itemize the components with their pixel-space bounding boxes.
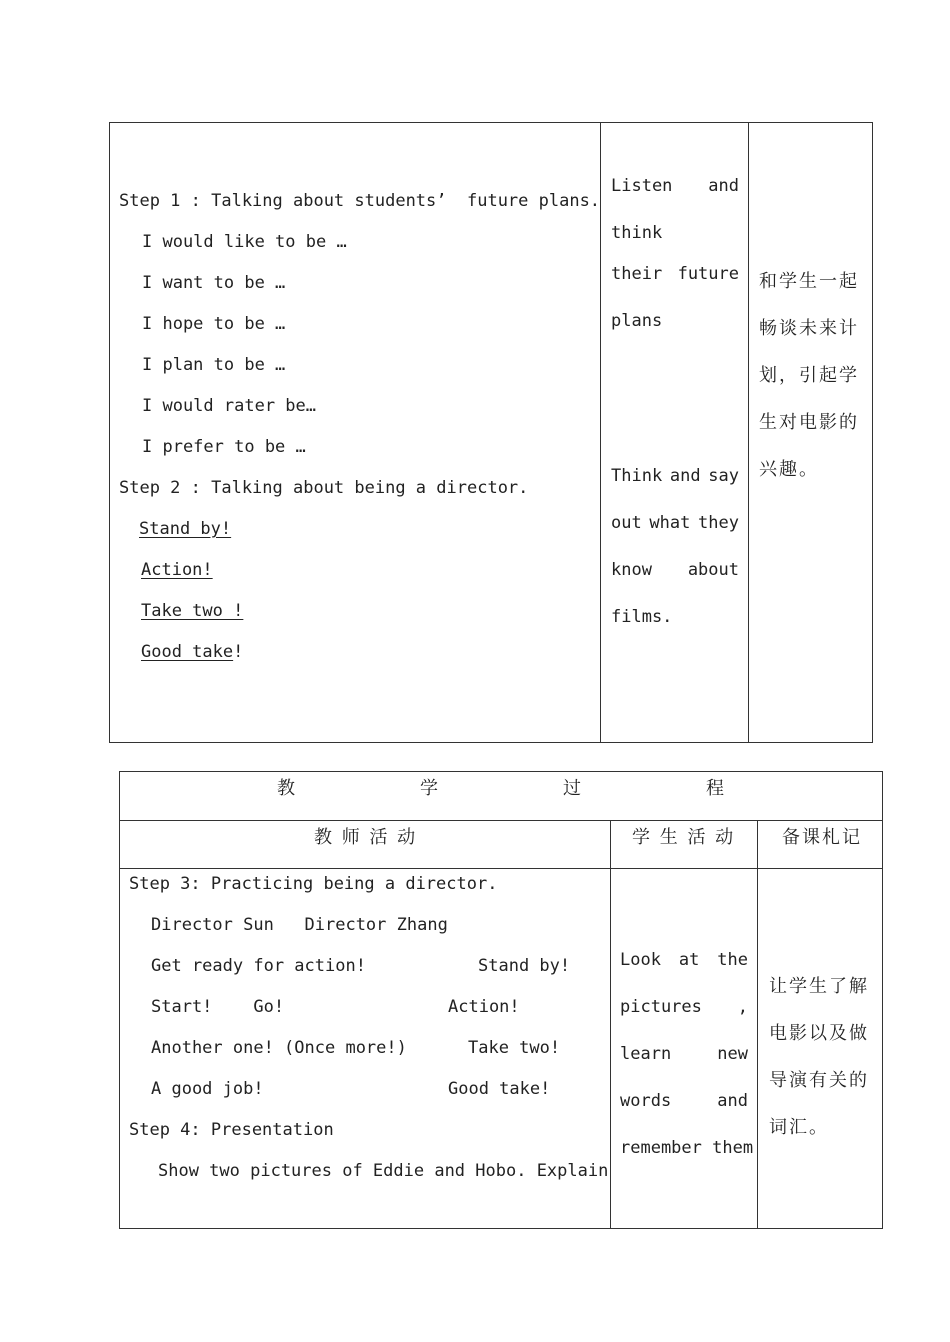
pair-1-right: Stand by!: [478, 956, 571, 976]
command-action: Action!: [141, 560, 213, 580]
word: ,: [737, 997, 748, 1017]
t1-student-line-5: [611, 466, 739, 486]
word: their: [611, 264, 663, 284]
t2-student-line-2: [620, 997, 748, 1017]
word: words: [620, 1091, 672, 1111]
table2-header-line: [119, 820, 883, 821]
t1-student-line-8: films.: [611, 607, 673, 627]
table2-divider-2: [757, 820, 758, 1229]
step4-text: Show two pictures of Eddie and Hobo. Explain: [158, 1161, 609, 1181]
t1-note-line-5: 兴趣。: [759, 459, 819, 480]
col-header-notes: 备课札记: [782, 827, 862, 848]
pair-3-right: Take two!: [468, 1038, 561, 1058]
word: learn: [620, 1044, 672, 1064]
t1-note-line-3: 划，引起学: [759, 365, 859, 386]
word: Look: [620, 950, 661, 970]
t2-student-line-5: remember them: [620, 1138, 754, 1158]
t1-student-line-2: think: [611, 223, 663, 243]
t1-note-line-2: 畅谈未来计: [759, 318, 859, 339]
word: out: [611, 513, 642, 533]
table1-divider-2: [748, 122, 749, 743]
directors-line: Director Sun Director Zhang: [151, 915, 448, 935]
word: future: [677, 264, 739, 284]
phrase-1: I would like to be …: [142, 232, 347, 252]
header-char-4: 程: [706, 778, 726, 799]
word: the: [717, 950, 748, 970]
word: and: [717, 1091, 748, 1111]
t2-note-line-3: 导演有关的: [769, 1070, 869, 1091]
t2-note-line-2: 电影以及做: [769, 1023, 869, 1044]
t1-student-line-4: plans: [611, 311, 663, 331]
table2-colheader-line: [119, 868, 883, 869]
word: and: [669, 466, 701, 486]
phrase-2: I want to be …: [142, 273, 286, 293]
pair-1-left: Get ready for action!: [151, 956, 366, 976]
step4-heading: Step 4: Presentation: [129, 1120, 334, 1140]
t2-student-line-1: [620, 950, 748, 970]
header-char-2: 学: [420, 778, 440, 799]
t1-student-line-3: [611, 264, 739, 284]
t1-note-line-4: 生对电影的: [759, 412, 859, 433]
word: new: [717, 1044, 748, 1064]
pair-4-right: Good take!: [448, 1079, 551, 1099]
command-good-take: [141, 642, 243, 662]
table1-divider-1: [600, 122, 601, 743]
command-good-take-text: Good take: [141, 642, 234, 662]
step2-heading: Step 2 : Talking about being a director.: [119, 478, 529, 498]
word: what: [649, 513, 691, 533]
t2-note-line-1: 让学生了解: [769, 976, 869, 997]
command-take-two: Take two !: [141, 601, 244, 621]
t1-note-line-1: 和学生一起: [759, 271, 859, 292]
t2-note-line-4: 词汇。: [769, 1117, 829, 1138]
phrase-6: I prefer to be …: [142, 437, 306, 457]
command-stand-by: Stand by!: [139, 519, 232, 539]
col-header-teacher: 教 师 活 动: [314, 827, 418, 848]
step1-heading: Step 1 : Talking about students’ future plans.: [119, 191, 601, 211]
t1-student-line-6: [611, 513, 739, 533]
word: say: [708, 466, 739, 486]
t2-student-line-3: [620, 1044, 748, 1064]
pair-3-left: Another one! (Once more!): [151, 1038, 407, 1058]
word: and: [708, 176, 739, 196]
command-good-take-suffix: !: [233, 642, 244, 662]
step3-heading: Step 3: Practicing being a director.: [129, 874, 498, 894]
header-char-1: 教: [277, 778, 297, 799]
word: they: [698, 513, 739, 533]
t1-student-line-7: [611, 560, 739, 580]
t1-student-line-1: [611, 176, 739, 196]
pair-2-left: Start! Go!: [151, 997, 285, 1017]
word: know: [611, 560, 652, 580]
phrase-4: I plan to be …: [142, 355, 286, 375]
header-char-3: 过: [563, 778, 583, 799]
word: Listen: [611, 176, 673, 196]
table2-divider-1: [610, 820, 611, 1229]
word: Think: [611, 466, 663, 486]
pair-4-left: A good job!: [151, 1079, 264, 1099]
phrase-3: I hope to be …: [142, 314, 286, 334]
word: pictures: [620, 997, 702, 1017]
pair-2-right: Action!: [448, 997, 520, 1017]
word: about: [687, 560, 739, 580]
word: at: [678, 950, 700, 970]
t2-student-line-4: [620, 1091, 748, 1111]
col-header-student: 学 生 活 动: [632, 827, 736, 848]
phrase-5: I would rater be…: [142, 396, 316, 416]
